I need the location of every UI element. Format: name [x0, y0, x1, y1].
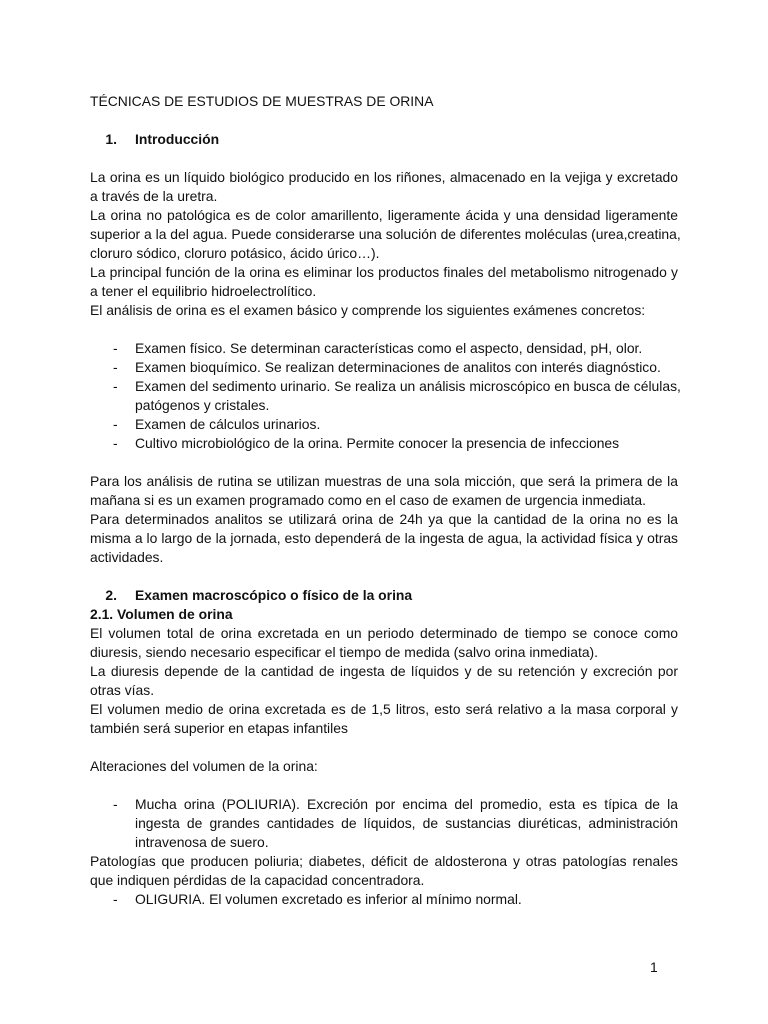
volume-paragraph-1	[90, 624, 678, 662]
routine-paragraph-2	[90, 510, 678, 567]
dash-bullet: -	[113, 359, 118, 375]
list-item-text: OLIGURIA. El volumen excretado es inferior al mínimo normal.	[135, 891, 522, 907]
section-2-number: 2.	[105, 587, 117, 603]
volume-paragraph-2	[90, 662, 678, 700]
paragraph-line: La principal función de la orina es eliminar los productos finales del metabolismo nitrogenado y	[90, 264, 678, 280]
list-item	[90, 890, 678, 909]
section-1-number: 1.	[105, 131, 117, 147]
section-2-title: Examen macroscópico o físico de la orina	[135, 587, 413, 603]
paragraph-line: La orina es un líquido biológico producido en los riñones, almacenado en la vejiga y excretado	[90, 169, 678, 185]
section-2-1-heading: 2.1. Volumen de orina	[90, 606, 233, 622]
document-title: TÉCNICAS DE ESTUDIOS DE MUESTRAS DE ORINA	[90, 93, 434, 109]
dash-bullet: -	[113, 435, 118, 451]
intro-paragraph-2	[90, 206, 681, 263]
section-1-title: Introducción	[135, 131, 220, 147]
paragraph-line: La orina no patológica es de color amarillento, ligeramente ácida y una densidad ligeramente	[90, 207, 678, 223]
paragraph-line: mañana si es un examen programado como en el caso de examen de urgencia inmediata.	[90, 492, 646, 508]
paragraph-line: El volumen medio de orina excretada es de 1,5 litros, esto será relativo a la masa corporal y	[90, 701, 678, 717]
page-number: 1	[650, 959, 658, 975]
dash-bullet: -	[113, 378, 118, 394]
paragraph-line: actividades.	[90, 549, 164, 565]
paragraph-line: El volumen total de orina excretada en un periodo determinado de tiempo se conoce como	[90, 625, 678, 641]
paragraph-line: superior a la del agua. Puede considerarse una solución de diferentes moléculas (urea,creatina,	[90, 226, 681, 242]
section-2-heading	[90, 586, 678, 605]
list-item-text: Examen de cálculos urinarios.	[135, 416, 321, 432]
list-item	[90, 415, 678, 434]
routine-paragraph-1	[90, 472, 678, 510]
alterations-list	[90, 795, 678, 852]
paragraph-line: misma a lo largo de la jornada, esto dependerá de la ingesta de agua, la actividad física y otras	[90, 530, 678, 546]
intro-paragraph-4	[90, 301, 678, 320]
list-item-text: Cultivo microbiológico de la orina. Permite conocer la presencia de infecciones	[135, 435, 620, 451]
list-item-text: Mucha orina (POLIURIA). Excreción por encima del promedio, esta es típica de la	[135, 796, 678, 812]
dash-bullet: -	[113, 340, 118, 356]
paragraph-line: también será superior en etapas infantiles	[90, 720, 348, 736]
paragraph-line: El análisis de orina es el examen básico y comprende los siguientes exámenes concretos:	[90, 302, 646, 318]
list-item	[90, 339, 678, 358]
list-item-text: intravenosa de suero.	[135, 834, 269, 850]
dash-bullet: -	[113, 796, 118, 812]
intro-paragraph-1	[90, 168, 678, 206]
list-item	[90, 358, 678, 377]
exam-list	[90, 339, 681, 453]
alterations-intro: Alteraciones del volumen de la orina:	[90, 758, 318, 774]
intro-paragraph-3	[90, 263, 678, 301]
volume-paragraph-3	[90, 700, 678, 738]
paragraph-line: a través de la uretra.	[90, 188, 218, 204]
list-item	[90, 377, 681, 415]
paragraph-line: que indiquen pérdidas de la capacidad concentradora.	[90, 872, 425, 888]
dash-bullet: -	[113, 891, 118, 907]
section-1-heading	[90, 130, 678, 149]
list-item-text: Examen bioquímico. Se realizan determinaciones de analitos con interés diagnóstico.	[135, 359, 661, 375]
list-item	[90, 434, 678, 453]
list-item-text: patógenos y cristales.	[135, 397, 270, 413]
paragraph-line: otras vías.	[90, 682, 155, 698]
alterations-list-continued	[90, 890, 678, 909]
dash-bullet: -	[113, 416, 118, 432]
paragraph-line: Para los análisis de rutina se utilizan muestras de una sola micción, que será la primera de la	[90, 473, 678, 489]
paragraph-line: diuresis, siendo necesario especificar el tiempo de medida (salvo orina inmediata).	[90, 644, 599, 660]
list-item-text: ingesta de grandes cantidades de líquidos, de sustancias diuréticas, administración	[135, 815, 678, 831]
paragraph-line: La diuresis depende de la cantidad de ingesta de líquidos y de su retención y excreción por	[90, 663, 678, 679]
paragraph-line: a tener el equilibrio hidroelectrolítico.	[90, 283, 317, 299]
document-page	[90, 92, 681, 909]
list-item-text: Examen físico. Se determinan características como el aspecto, densidad, pH, olor.	[135, 340, 643, 356]
list-item	[90, 795, 678, 852]
list-item-text: Examen del sedimento urinario. Se realiza un análisis microscópico en busca de células,	[135, 378, 681, 394]
paragraph-line: Patologías que producen poliuria; diabetes, déficit de aldosterona y otras patologías renales	[90, 853, 678, 869]
pathologies-paragraph	[90, 852, 678, 890]
paragraph-line: cloruro sódico, cloruro potásico, ácido úrico…).	[90, 245, 380, 261]
paragraph-line: Para determinados analitos se utilizará orina de 24h ya que la cantidad de la orina no es la	[90, 511, 678, 527]
